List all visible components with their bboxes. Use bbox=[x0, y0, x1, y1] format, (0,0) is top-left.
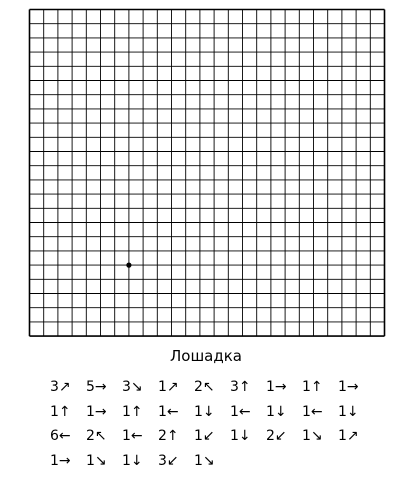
command-step: 1↑ bbox=[302, 379, 323, 395]
command-step: 1↘ bbox=[86, 453, 107, 469]
command-step: 2↙ bbox=[266, 428, 287, 444]
command-step: 1← bbox=[230, 404, 251, 420]
command-row bbox=[0, 376, 412, 398]
command-step: 1→ bbox=[50, 453, 71, 469]
command-row bbox=[0, 450, 412, 472]
command-step: 1↘ bbox=[302, 428, 323, 444]
command-step: 2↖ bbox=[194, 379, 215, 395]
command-step: 1↑ bbox=[122, 404, 143, 420]
command-step: 1↓ bbox=[338, 404, 359, 420]
command-step: 1↑ bbox=[50, 404, 71, 420]
command-step: 1← bbox=[122, 428, 143, 444]
command-step: 1← bbox=[158, 404, 179, 420]
command-step: 3↘ bbox=[122, 379, 143, 395]
command-step: 1↓ bbox=[122, 453, 143, 469]
command-step: 3↗ bbox=[50, 379, 71, 395]
command-step: 1→ bbox=[338, 379, 359, 395]
picture-title: Лошадка bbox=[170, 347, 242, 365]
command-step: 2↖ bbox=[86, 428, 107, 444]
command-step: 1↘ bbox=[194, 453, 215, 469]
command-step: 2↑ bbox=[158, 428, 179, 444]
command-step: 6← bbox=[50, 428, 71, 444]
command-step: 1↗ bbox=[158, 379, 179, 395]
command-step: 5→ bbox=[86, 379, 107, 395]
command-step: 3↑ bbox=[230, 379, 251, 395]
start-point-dot bbox=[126, 263, 131, 268]
command-step: 1↗ bbox=[338, 428, 359, 444]
command-step: 3↙ bbox=[158, 453, 179, 469]
command-row bbox=[0, 425, 412, 447]
command-step: 1↓ bbox=[194, 404, 215, 420]
command-step: 1↙ bbox=[194, 428, 215, 444]
command-step: 1← bbox=[302, 404, 323, 420]
command-step: 1↓ bbox=[266, 404, 287, 420]
command-step: 1→ bbox=[266, 379, 287, 395]
command-step: 1→ bbox=[86, 404, 107, 420]
command-row bbox=[0, 401, 412, 423]
command-step: 1↓ bbox=[230, 428, 251, 444]
